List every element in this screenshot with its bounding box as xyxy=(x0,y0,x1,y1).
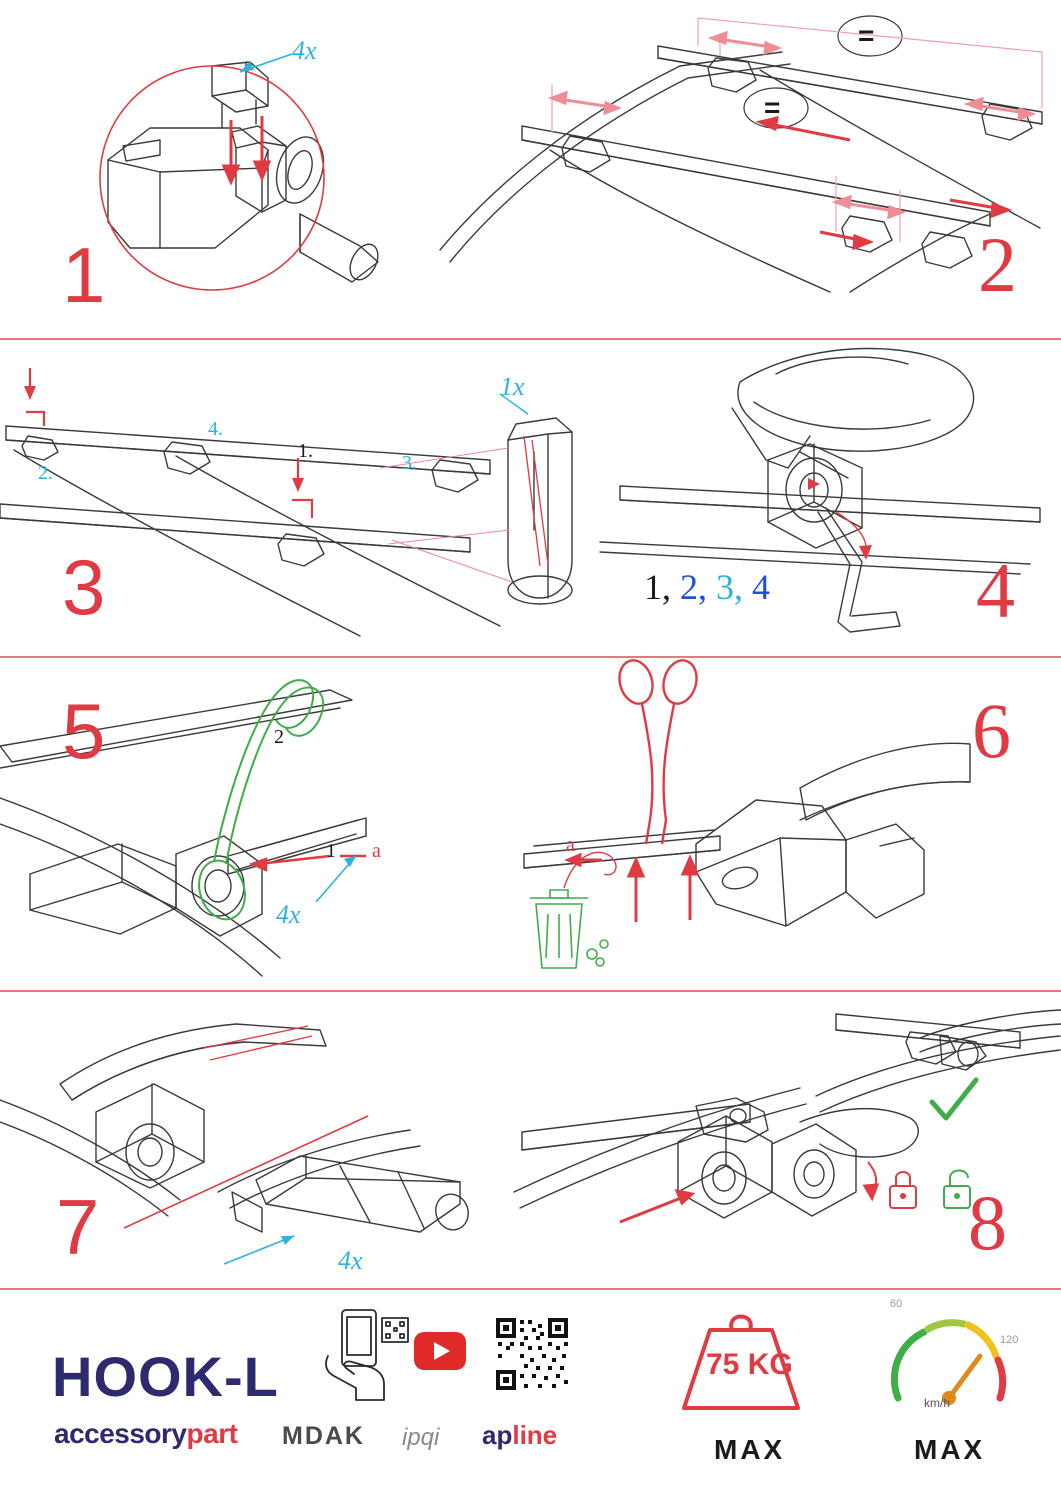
step-5-callout-a: a xyxy=(372,840,381,862)
step-1-quantity: 4x xyxy=(292,36,317,65)
step-3-quantity: 1x xyxy=(500,372,525,401)
qr-scan-icon xyxy=(322,1308,414,1404)
speed-unit: km/h xyxy=(924,1396,951,1410)
step-7-number: 7 xyxy=(56,1183,101,1271)
step-6-callout-a: a xyxy=(566,834,575,856)
part-text: part xyxy=(186,1418,238,1449)
accessory-text: accessory xyxy=(54,1418,187,1449)
step-5-panel xyxy=(0,658,500,988)
brand-title: HOOK-L xyxy=(52,1345,279,1408)
partner-ipqi: ipqi xyxy=(402,1424,440,1451)
weight-max-label: MAX xyxy=(714,1434,786,1465)
step-5-callout-1: 1 xyxy=(326,840,336,862)
step-2-number: 2 xyxy=(978,221,1018,308)
step-5-quantity: 4x xyxy=(276,900,301,929)
seq-1: 1, xyxy=(644,567,671,607)
step-4-number: 4 xyxy=(976,547,1016,634)
step-2-panel xyxy=(430,0,1061,338)
step-3-number: 3 xyxy=(62,543,107,631)
step-6-panel xyxy=(500,658,1061,988)
step-7-panel xyxy=(0,992,500,1288)
apline-line: line xyxy=(512,1420,558,1450)
accessorypart-logo xyxy=(54,1418,237,1450)
step-6-number: 6 xyxy=(972,687,1012,774)
equal-mark-2: = xyxy=(764,92,781,123)
partner-apline xyxy=(482,1420,557,1451)
qr-code-icon xyxy=(494,1316,570,1392)
partner-mdak: MDAK xyxy=(282,1422,365,1450)
step-3-panel xyxy=(0,340,600,656)
step-5-number: 5 xyxy=(62,687,107,775)
seq-3: 3, xyxy=(716,567,743,607)
speed-tick-120: 120 xyxy=(1000,1334,1019,1346)
equal-mark-1: = xyxy=(858,20,875,51)
speed-tick-60: 60 xyxy=(890,1298,903,1310)
seq-4: 4 xyxy=(752,567,770,607)
footer xyxy=(0,1290,1061,1500)
step-2-illustration xyxy=(430,0,1061,338)
step-3-callout-3: 3. xyxy=(402,452,417,474)
step-8-number: 8 xyxy=(968,1179,1008,1266)
apline-ap: ap xyxy=(482,1420,513,1450)
step-1-panel xyxy=(0,0,430,338)
step-8-panel xyxy=(500,992,1061,1288)
step-3-callout-4: 4. xyxy=(208,418,223,440)
weight-value: 75 KG xyxy=(706,1348,793,1381)
speed-max-label: MAX xyxy=(914,1434,986,1465)
step-3-callout-2: 2. xyxy=(38,462,53,484)
step-5-callout-2: 2 xyxy=(274,726,284,748)
step-4-sequence xyxy=(644,566,770,608)
step-7-quantity: 4x xyxy=(338,1246,363,1275)
youtube-icon[interactable] xyxy=(414,1332,466,1370)
seq-2: 2, xyxy=(680,567,707,607)
step-3-callout-1: 1. xyxy=(298,440,313,462)
step-4-panel xyxy=(600,340,1061,656)
step-1-number: 1 xyxy=(62,231,107,319)
